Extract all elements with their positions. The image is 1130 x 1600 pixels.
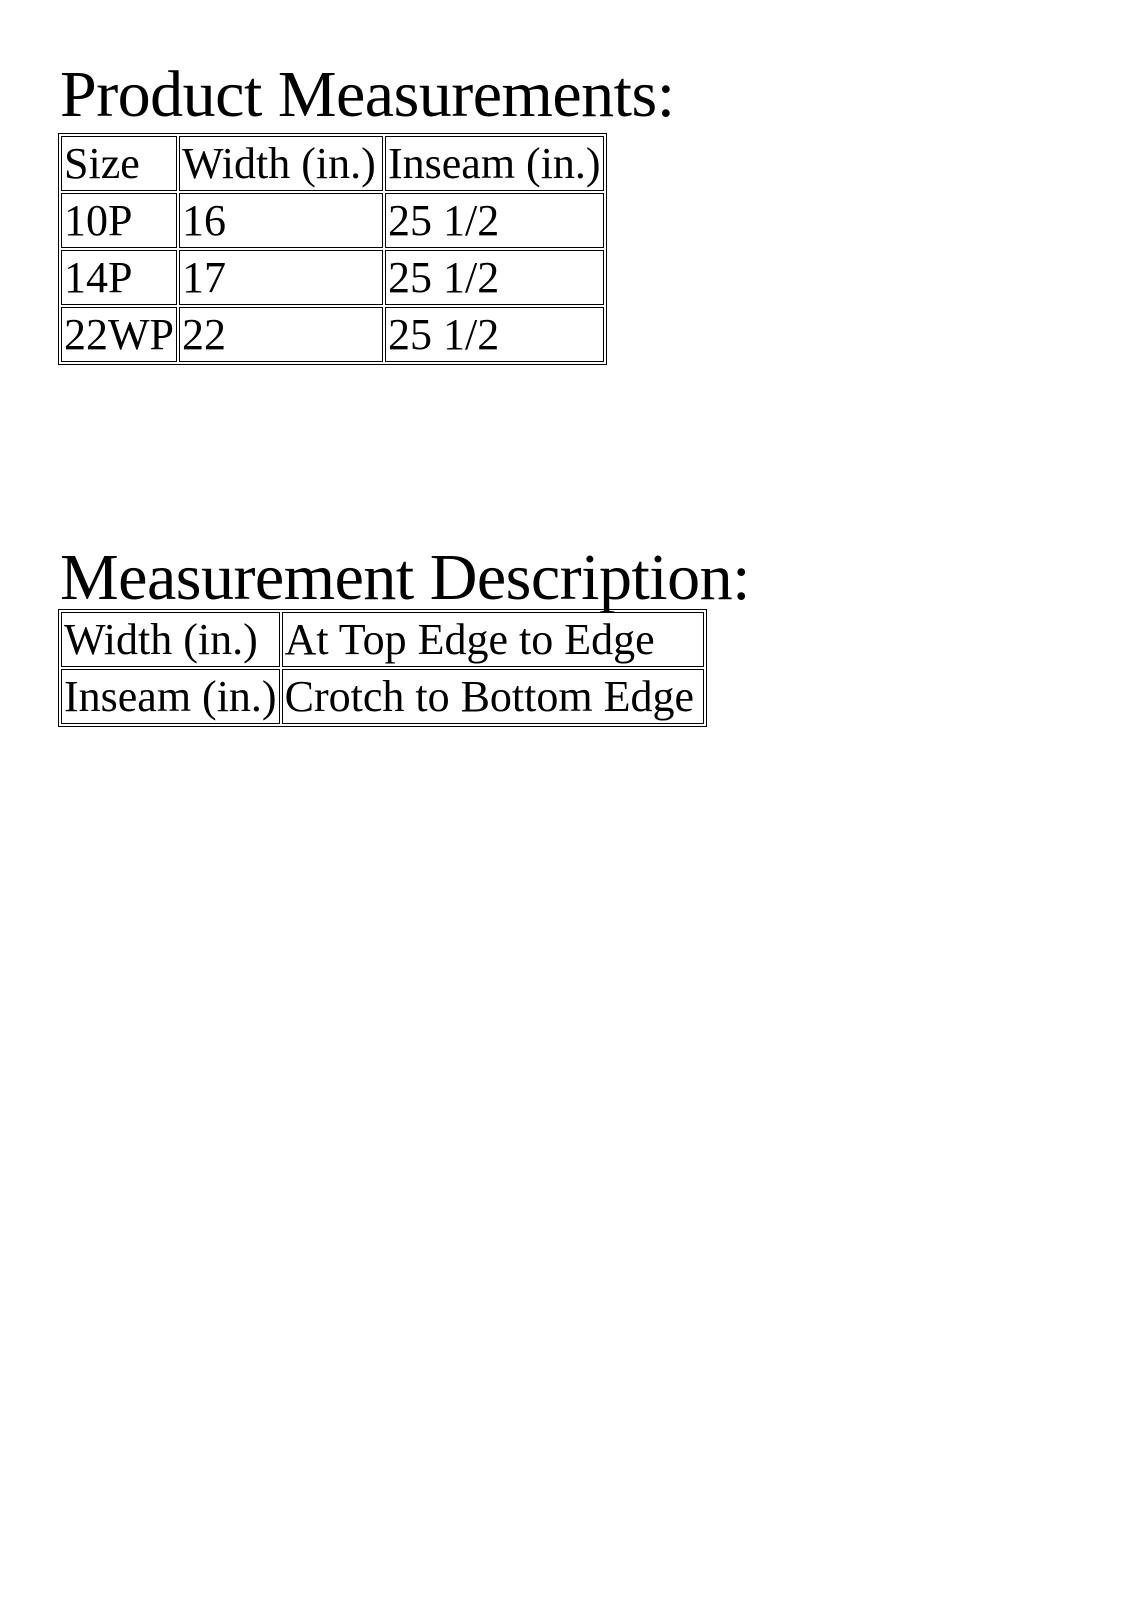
header-size: Size [61, 136, 177, 191]
measurement-description-title: Measurement Description: [60, 541, 750, 614]
table-row [61, 250, 604, 305]
header-width: Width (in.) [179, 136, 383, 191]
cell-width: 16 [179, 193, 383, 248]
table-row [61, 612, 704, 667]
product-measurements-table [58, 133, 607, 365]
cell-term: Width (in.) [61, 612, 280, 667]
cell-term: Inseam (in.) [61, 669, 280, 724]
cell-size: 14P [61, 250, 177, 305]
cell-definition: Crotch to Bottom Edge [282, 669, 704, 724]
product-measurements-title: Product Measurements: [60, 58, 675, 131]
cell-size: 10P [61, 193, 177, 248]
measurement-description-table [58, 609, 707, 727]
cell-inseam: 25 1/2 [385, 250, 604, 305]
table-row [61, 193, 604, 248]
cell-inseam: 25 1/2 [385, 307, 604, 362]
table-row [61, 669, 704, 724]
table-row [61, 307, 604, 362]
table-header-row [61, 136, 604, 191]
cell-width: 22 [179, 307, 383, 362]
header-inseam: Inseam (in.) [385, 136, 604, 191]
cell-inseam: 25 1/2 [385, 193, 604, 248]
cell-definition: At Top Edge to Edge [282, 612, 704, 667]
cell-width: 17 [179, 250, 383, 305]
cell-size: 22WP [61, 307, 177, 362]
